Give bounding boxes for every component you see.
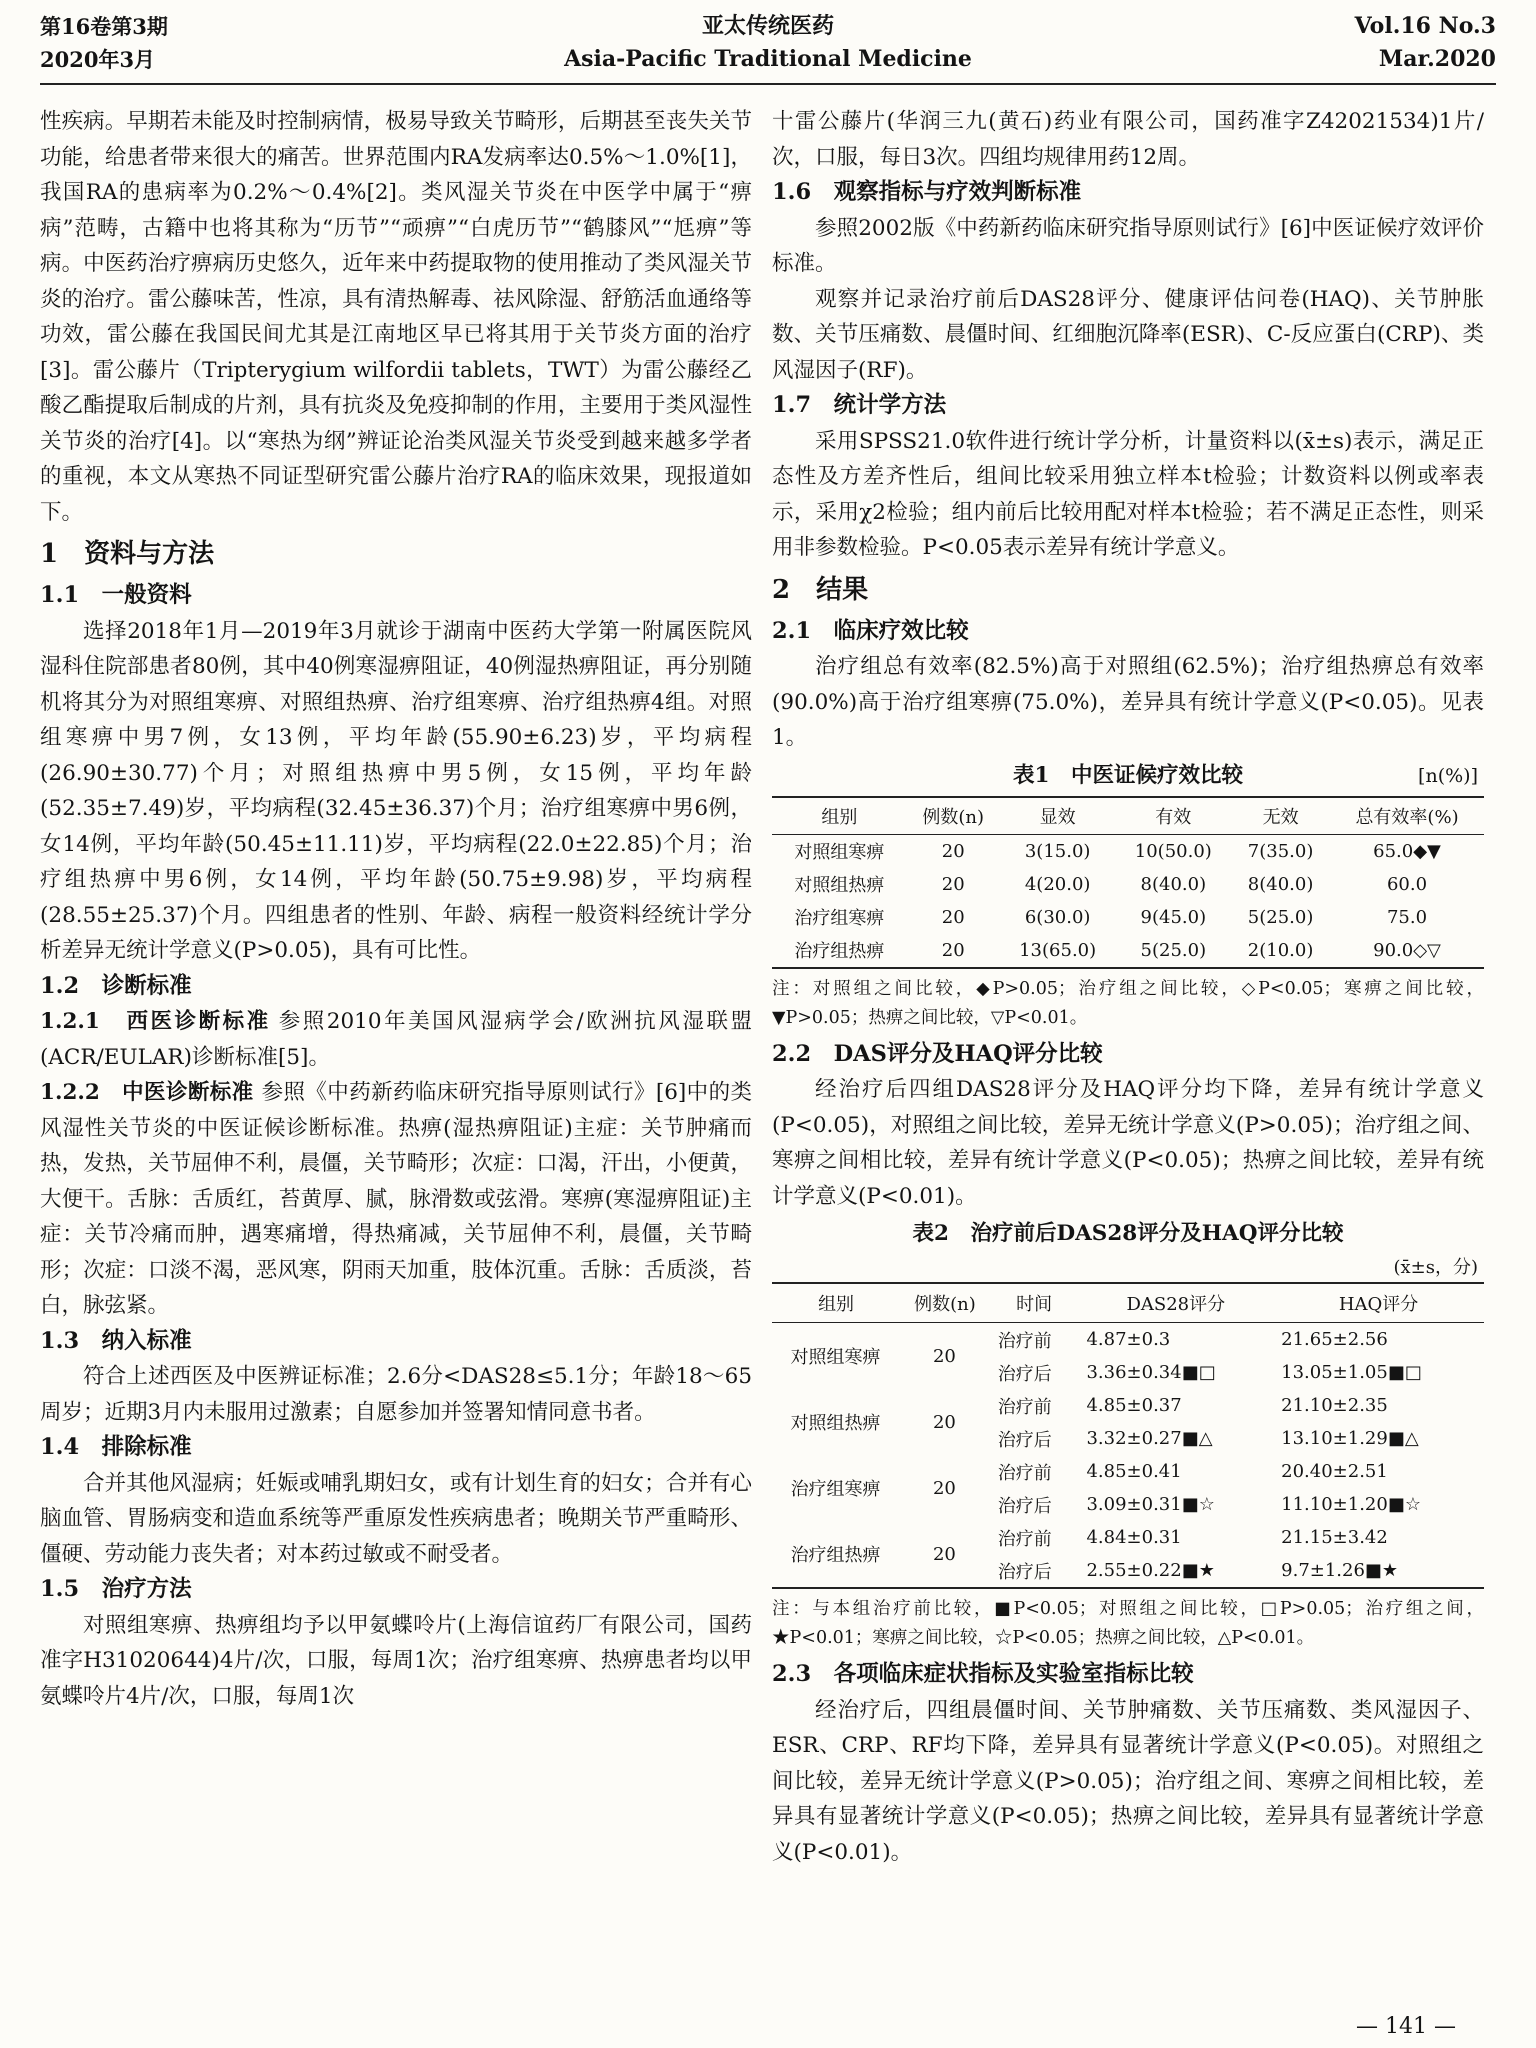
sub-subsection [40,1075,752,1324]
table-cell: 8(40.0) [1140,873,1207,895]
table-group-cell: 对照组热痹 [790,1413,881,1434]
table-row [772,834,1484,868]
header-journal [40,10,1496,76]
table-header-cell: HAQ评分 [1273,1283,1484,1323]
table-cell: 20 [932,1477,956,1499]
table-cell: 治疗后 [997,1495,1052,1517]
page-number: — 141 — [1356,2014,1456,2039]
table-cell: 13.05±1.05■□ [1281,1362,1422,1383]
table-row [772,868,1484,901]
table-header-cell: DAS28评分 [1078,1283,1273,1323]
subsection-heading: 1.7 统计学方法 [772,392,947,418]
subsection-heading: 1.4 排除标准 [40,1434,192,1460]
table-header-cell: 组别 [772,797,907,835]
table-cell: 3(15.0) [1024,840,1091,862]
table-header-cell: 有效 [1115,797,1231,835]
sub-subsection-title: 1.2.2 中医诊断标准 [40,1080,254,1105]
sub-subsection-title: 1.2.1 西医诊断标准 [40,1009,271,1034]
table-cell: 20 [941,840,965,862]
header-date-cn: 2020年3月 [40,47,156,72]
paragraph: 符合上述西医及中医辨证标准；2.6分<DAS28≤5.1分；年龄18～65周岁；近期3月内未服用过激素；自愿参加并签署知情同意书者。 [40,1364,752,1425]
table-cell: 9.7±1.26■★ [1281,1560,1399,1581]
table-cell: 90.0◇▽ [1373,939,1441,961]
table-cell: 治疗后 [997,1429,1052,1451]
table-cell: 4.85±0.37 [1086,1395,1182,1416]
table-cell: 治疗前 [997,1462,1052,1484]
paragraph: 观察并记录治疗前后DAS28评分、健康评估问卷(HAQ)、关节肿胀数、关节压痛数、晨僵时间、红细胞沉降率(ESR)、C-反应蛋白(CRP)、类风湿因子(RF)。 [772,286,1484,383]
table-cell: 5(25.0) [1140,939,1207,961]
table-cell: 4(20.0) [1024,873,1091,895]
table-header-cell: 时间 [990,1283,1079,1323]
paragraph: 参照2002版《中药新药临床研究指导原则试行》[6]中医证候疗效评价标准。 [772,215,1484,276]
table-cell: 治疗后 [997,1561,1052,1583]
table-cell: 13(65.0) [1019,939,1097,961]
subsection-heading: 2.2 DAS评分及HAQ评分比较 [772,1040,1103,1067]
table-row [772,901,1484,934]
table-cell: 对照组热痹 [794,875,885,896]
table-cell: 20 [932,1543,956,1565]
table1-caption [772,756,1484,796]
section-heading: 2 结果 [772,574,869,605]
table-group-cell: 治疗组寒痹 [790,1479,881,1500]
table-cell: 8(40.0) [1247,873,1314,895]
table-cell: 21.10±2.35 [1281,1395,1388,1416]
table-cell: 20 [941,939,965,961]
paragraph: 对照组寒痹、热痹组均予以甲氨蝶呤片(上海信谊药厂有限公司，国药准字H31020644)4片/次，口服，每周1次；治疗组寒痹、热痹患者均以甲氨蝶呤片4片/次，口服，每周1次 [40,1612,752,1709]
table-cell: 9(45.0) [1140,906,1207,928]
table-cell: 65.0◆▼ [1373,840,1441,862]
table-cell: 治疗前 [997,1528,1052,1550]
table-row [772,1389,1484,1422]
table1-unit: [n(%)] [1418,764,1478,787]
table-cell: 5(25.0) [1247,906,1314,928]
table-cell: 20 [941,906,965,928]
table-group-cell: 对照组寒痹 [790,1347,881,1368]
section-heading: 1 资料与方法 [40,539,215,569]
right-column [772,104,1484,2004]
paragraph: 合并其他风湿病；妊娠或哺乳期妇女，或有计划生育的妇女；合并有心脑血管、胃肠病变和造血系统等严重原发性疾病患者；晚期关节严重畸形、僵硬、劳动能力丧失者；对本药过敏或不耐受者。 [40,1470,752,1567]
table-cell: 3.32±0.27■△ [1086,1428,1213,1449]
table-cell: 对照组寒痹 [794,842,885,863]
subsection-heading: 1.6 观察指标与疗效判断标准 [772,179,1082,205]
table-cell: 治疗前 [997,1330,1052,1352]
table-row [772,1521,1484,1554]
table-cell: 20 [932,1345,956,1367]
table-cell: 治疗组热痹 [794,941,885,962]
paragraph: 参照《中药新药临床研究指导原则试行》[6]中的类风湿性关节炎的中医证候诊断标准。热痹(湿热痹阻证)主症：关节肿痛而热，发热，关节屈伸不利，晨僵，关节畸形；次症：口渴，汗出，小便黄，大便干。舌脉：舌质红，苔黄厚、腻，脉滑数或弦滑。寒痹(寒湿痹阻证)主症：关节冷痛而肿，遇寒痛增，得热痛减，关节屈伸不利，晨僵，关节畸形；次症：口淡不渴，恶风寒，阴雨天加重，肢体沉重。舌脉：舌质淡，苔白，脉弦紧。 [40,1080,752,1318]
table-cell: 21.65±2.56 [1281,1329,1388,1350]
table-header-cell: 组别 [772,1283,900,1323]
sub-subsection [40,1004,752,1075]
table2 [772,1282,1484,1589]
table-cell: 75.0 [1386,906,1428,928]
table-cell: 6(30.0) [1024,906,1091,928]
table-cell: 11.10±1.20■☆ [1281,1494,1421,1515]
table-header-cell: 无效 [1231,797,1330,835]
table-cell: 21.15±3.42 [1281,1527,1388,1548]
header-rule [40,83,1496,85]
table-cell: 治疗后 [997,1363,1052,1385]
paragraph: 十雷公藤片(华润三九(黄石)药业有限公司，国药准字Z42021534)1片/次，口服，每日3次。四组均规律用药12周。 [772,109,1484,170]
table-cell: 4.87±0.3 [1086,1329,1171,1350]
running-header [40,10,1496,80]
subsection-heading: 2.1 临床疗效比较 [772,617,969,644]
table-header-cell: 总有效率(%) [1330,797,1484,835]
subsection-heading: 1.5 治疗方法 [40,1576,192,1602]
paragraph: 经治疗后四组DAS28评分及HAQ评分均下降，差异有统计学意义(P<0.05)，对照组之间比较，差异无统计学意义(P>0.05)；治疗组之间、寒痹之间相比较，差异有统计学意义(P<0.05)；热痹之间比较，差异有统计学意义(P<0.01)。 [772,1077,1484,1209]
header-volume-issue: 第16卷第3期 [40,14,168,39]
table2-note: 注：与本组治疗前比较，■P<0.05；对照组之间比较，□P>0.05；治疗组之间，★P<0.01；寒痹之间比较，☆P<0.05；热痹之间比较，△P<0.01。 [772,1599,1484,1648]
table-cell: 2(10.0) [1247,939,1314,961]
paragraph: 治疗组总有效率(82.5%)高于对照组(62.5%)；治疗组热痹总有效率(90.0%)高于治疗组寒痹(75.0%)，差异具有统计学意义(P<0.05)。见表1。 [772,654,1484,750]
table-row [772,1323,1484,1357]
table-cell: 3.36±0.34■□ [1086,1362,1216,1383]
subsection-heading: 1.3 纳入标准 [40,1327,192,1354]
table-header-row [772,797,1484,835]
table-cell: 60.0 [1386,873,1428,895]
paragraph: 参照2010年美国风湿病学会/欧洲抗风湿联盟(ACR/EULAR)诊断标准[5]。 [40,1009,752,1070]
table2-caption: 表2 治疗前后DAS28评分及HAQ评分比较 [912,1221,1344,1246]
header-vol-no: Vol.16 No.3 [1354,13,1496,39]
table-cell: 10(50.0) [1134,840,1212,862]
table-cell: 20 [941,873,965,895]
table-header-cell: 例数(n) [907,797,1000,835]
subsection-heading: 1.1 一般资料 [40,582,192,608]
table-header-cell: 显效 [1000,797,1116,835]
table-cell: 2.55±0.22■★ [1086,1560,1215,1581]
table-row [772,934,1484,968]
table-cell: 20.40±2.51 [1281,1461,1388,1482]
table-header-cell: 例数(n) [900,1283,990,1323]
table2-unit: (x̄±s，分) [1393,1257,1478,1278]
header-issue [1355,10,1496,76]
subsection-heading: 1.2 诊断标准 [40,972,192,999]
table-cell: 3.09±0.31■☆ [1086,1494,1215,1515]
journal-title-en: Asia-Pacific Traditional Medicine [564,46,972,72]
table-group-cell: 治疗组热痹 [790,1545,881,1566]
table-cell: 治疗组寒痹 [794,908,885,929]
subsection-heading: 2.3 各项临床症状指标及实验室指标比较 [772,1661,1194,1687]
paragraph: 选择2018年1月—2019年3月就诊于湖南中医药大学第一附属医院风湿科住院部患者80例，其中40例寒湿痹阻证，40例湿热痹阻证，再分别随机将其分为对照组寒痹、对照组热痹、治疗组寒痹、治疗组热痹4组。对照组寒痹中男7例，女13例，平均年龄(55.90±6.23)岁，平均病程(26.90±30.77)个月；对照组热痹中男5例，女15例，平均年龄(52.35±7.49)岁，平均病程(32.45±36.37)个月；治疗组寒痹中男6例，女14例，平均年龄(50.45±11.11)岁，平均病程(22.0±22.85)个月；治疗组热痹中男6例，女14例，平均年龄(50.75±9.98)岁，平均病程(28.55±25.37)个月。四组患者的性别、年龄、病程一般资料经统计学分析差异无统计学意义(P>0.05)，具有可比性。 [40,618,752,963]
paragraph: 经治疗后，四组晨僵时间、关节肿痛数、关节压痛数、类风湿因子、ESR、CRP、RF均下降，差异具有显著统计学意义(P<0.05)。对照组之间比较，差异无统计学意义(P>0.05)；治疗组之间、寒痹之间相比较，差异具有显著统计学意义(P<0.05)；热痹之间比较，差异具有显著统计学意义(P<0.01)。 [772,1697,1484,1865]
table-cell: 20 [932,1411,956,1433]
left-column [40,104,752,2004]
header-date-en: Mar.2020 [1378,46,1496,72]
table1-note: 注：对照组之间比较，◆P>0.05；治疗组之间比较，◇P<0.05；寒痹之间比较，▼P>0.05；热痹之间比较，▽P<0.01。 [772,978,1484,1028]
table-cell: 4.84±0.31 [1086,1527,1182,1548]
journal-title-cn: 亚太传统医药 [701,13,834,39]
paragraph: 性疾病。早期若未能及时控制病情，极易导致关节畸形，后期甚至丧失关节功能，给患者带来很大的痛苦。世界范围内RA发病率达0.5%～1.0%[1]，我国RA的患病率为0.2%～0.4%[2]。类风湿关节炎在中医学中属于“痹病”范畴，古籍中也将其称为“历节”“顽痹”“白虎历节”“鹤膝风”“尪痹”等病。中医药治疗痹病历史悠久，近年来中药提取物的使用推动了类风湿关节炎的治疗。雷公藤味苦，性凉，具有清热解毒、祛风除湿、舒筋活血通络等功效，雷公藤在我国民间尤其是江南地区早已将其用于关节炎方面的治疗[3]。雷公藤片（Tripterygium wilfordii tablets，TWT）为雷公藤经乙酸乙酯提取后制成的片剂，具有抗炎及免疫抑制的作用，主要用于类风湿性关节炎的治疗[4]。以“寒热为纲”辨证论治类风湿关节炎受到越来越多学者的重视，本文从寒热不同证型研究雷公藤片治疗RA的临床效果，现报道如下。 [40,109,752,525]
table-row [772,1455,1484,1488]
paragraph: 采用SPSS21.0软件进行统计学分析，计量资料以(x̄±s)表示，满足正态性及方差齐性后，组间比较采用独立样本t检验；计数资料以例或率表示，采用χ2检验；组内前后比较用配对样本t检验；若不满足正态性，则采用非参数检验。P<0.05表示差异有统计学意义。 [772,428,1484,560]
table1-title: 表1 中医证候疗效比较 [1013,762,1243,788]
table1 [772,796,1484,969]
table-cell: 4.85±0.41 [1086,1461,1182,1482]
table-cell: 13.10±1.29■△ [1281,1428,1419,1449]
table-cell: 7(35.0) [1247,840,1314,862]
table-cell: 治疗前 [997,1396,1052,1418]
table-header-row [772,1283,1484,1323]
